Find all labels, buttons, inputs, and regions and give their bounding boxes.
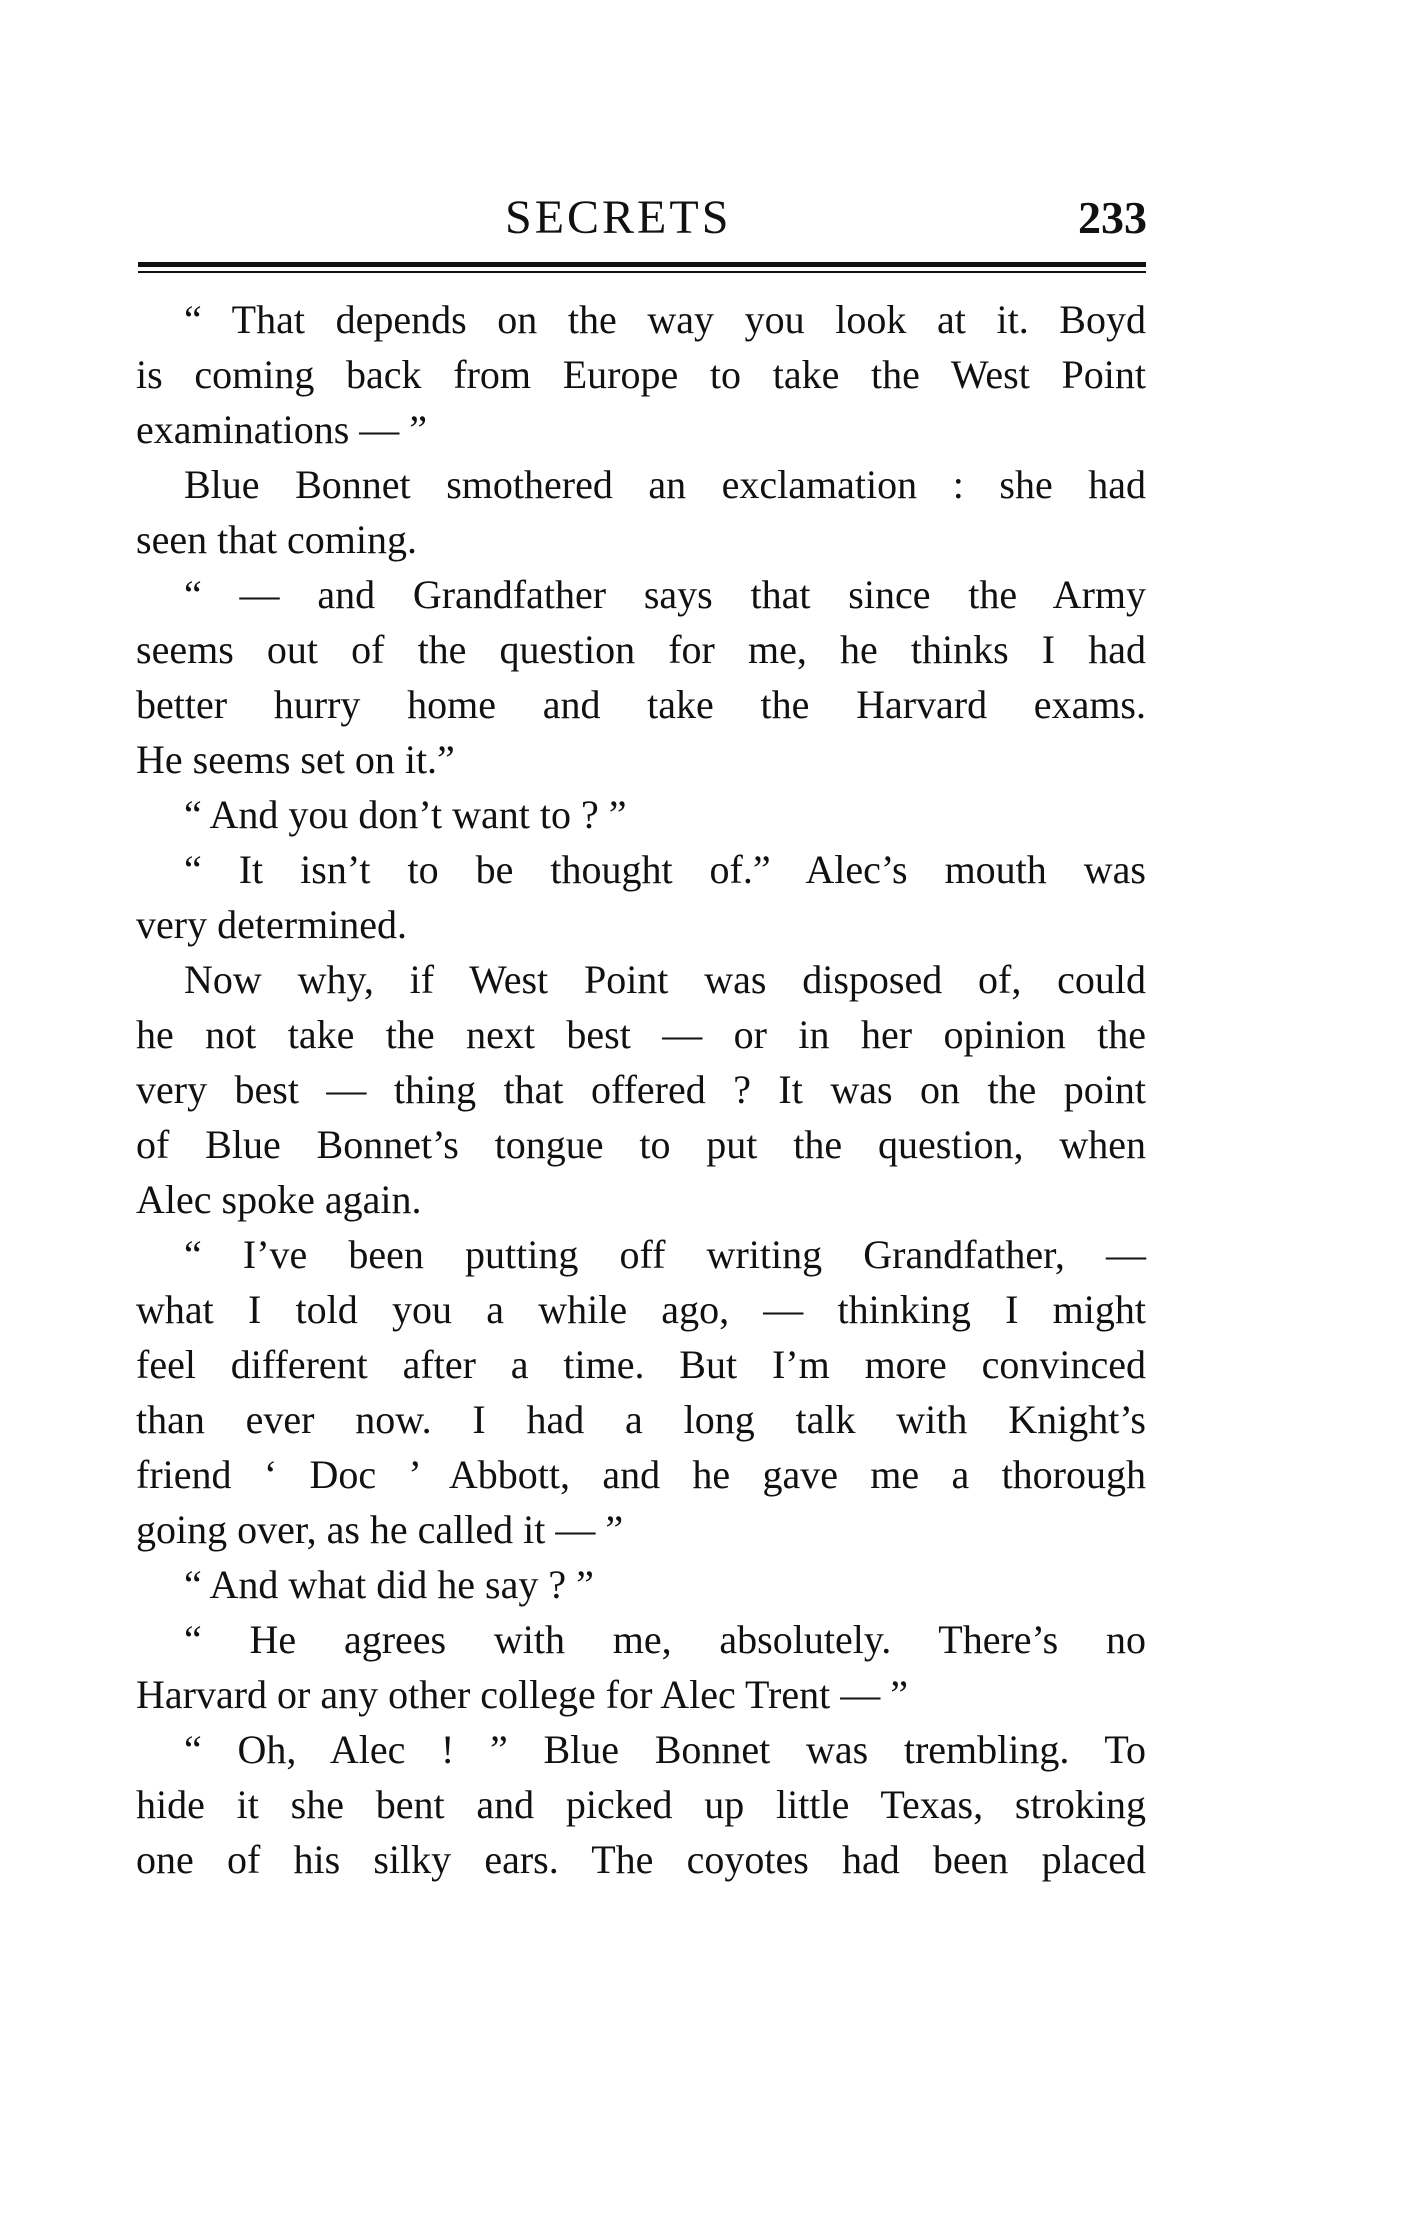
text-line: he not take the next best — or in her opinion the xyxy=(136,1012,1146,1057)
text-line: “ That depends on the way you look at it. Boyd xyxy=(184,297,1146,342)
text-line: “ — and Grandfather says that since the Army xyxy=(184,572,1146,617)
running-header xyxy=(0,188,1415,248)
text-line: seen that coming. xyxy=(136,517,418,562)
text-line: seems out of the question for me, he thinks I had xyxy=(136,627,1146,672)
page-number: 233 xyxy=(1078,192,1147,243)
text-line: Harvard or any other college for Alec Trent — ” xyxy=(136,1672,908,1717)
text-line: hide it she bent and picked up little Texas, stroking xyxy=(136,1782,1146,1827)
text-line: one of his silky ears. The coyotes had been placed xyxy=(136,1837,1146,1882)
header-rule-thick xyxy=(138,262,1146,267)
header-rule-thin xyxy=(138,271,1146,273)
text-line: better hurry home and take the Harvard exams. xyxy=(136,682,1146,727)
text-line: “ It isn’t to be thought of.” Alec’s mouth was xyxy=(184,847,1146,892)
text-line: friend ‘ Doc ’ Abbott, and he gave me a thorough xyxy=(136,1452,1146,1497)
text-line: what I told you a while ago, — thinking I might xyxy=(136,1287,1146,1332)
text-line: examinations — ” xyxy=(136,407,428,452)
text-line: “ And what did he say ? ” xyxy=(184,1562,594,1607)
text-line: Alec spoke again. xyxy=(136,1177,422,1222)
text-line: “ Oh, Alec ! ” Blue Bonnet was trembling. To xyxy=(184,1727,1146,1772)
text-line: Blue Bonnet smothered an exclamation : she had xyxy=(184,462,1146,507)
text-line: “ He agrees with me, absolutely. There’s no xyxy=(184,1617,1146,1662)
text-line: very determined. xyxy=(136,902,407,947)
text-line: Now why, if West Point was disposed of, could xyxy=(184,957,1146,1002)
text-line: very best — thing that offered ? It was on the point xyxy=(136,1067,1146,1112)
text-line: feel different after a time. But I’m more convinced xyxy=(136,1342,1146,1387)
text-line: “ I’ve been putting off writing Grandfather, — xyxy=(184,1232,1146,1277)
text-line: of Blue Bonnet’s tongue to put the question, when xyxy=(136,1122,1146,1167)
text-line: He seems set on it.” xyxy=(136,737,455,782)
body-text xyxy=(136,292,1146,1887)
text-line: “ And you don’t want to ? ” xyxy=(184,792,627,837)
chapter-title: SECRETS xyxy=(505,191,732,244)
text-line: going over, as he called it — ” xyxy=(136,1507,624,1552)
text-line: than ever now. I had a long talk with Knight’s xyxy=(136,1397,1146,1442)
text-line: is coming back from Europe to take the West Point xyxy=(136,352,1146,397)
